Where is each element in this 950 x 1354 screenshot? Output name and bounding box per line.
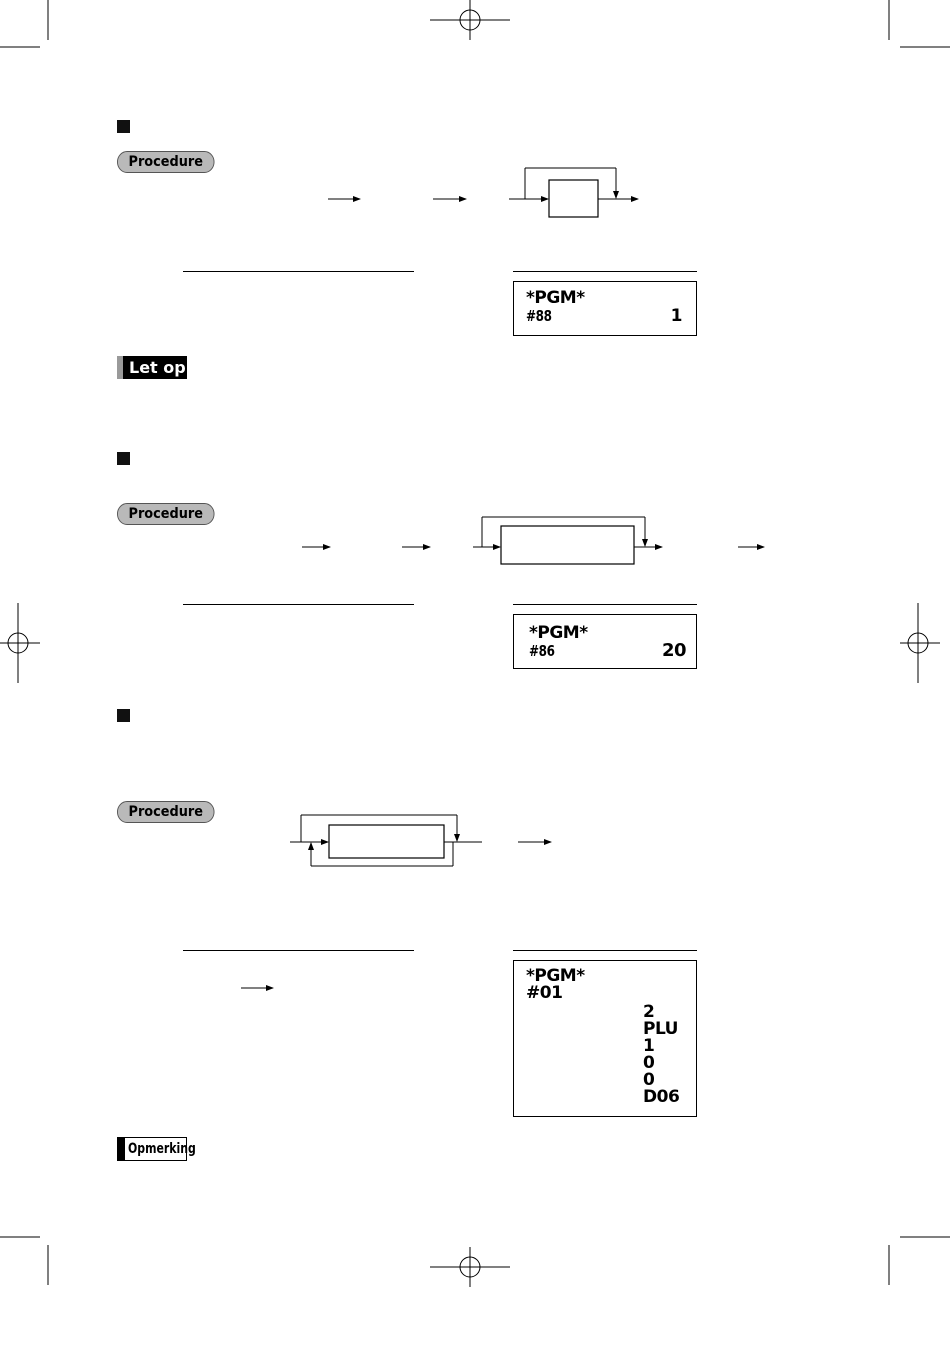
procedure-label-1: Procedure <box>117 151 215 173</box>
receipt-value: PLU <box>643 1019 678 1039</box>
receipt-job-code: #01 <box>526 983 563 1003</box>
section-3-bullet <box>117 709 130 722</box>
receipt-job-code: #86 <box>529 642 555 660</box>
let-op-label <box>117 356 187 379</box>
registration-mark-bottom <box>430 1247 510 1287</box>
receipt-value: D06 <box>643 1087 680 1107</box>
procedure-flow-1 <box>328 168 638 217</box>
receipt-value: 1 <box>643 1036 655 1056</box>
opmerking-label <box>117 1137 196 1161</box>
key-operation-rule-3 <box>183 950 414 951</box>
registration-mark-top <box>430 0 510 40</box>
section-2-bullet <box>117 452 130 465</box>
print-rule-2 <box>513 604 697 605</box>
receipt-job-code: #88 <box>526 307 552 325</box>
procedure-label-2: Procedure <box>117 503 215 525</box>
receipt-header: *PGM* <box>529 623 588 643</box>
receipt-value: 20 <box>661 640 686 661</box>
registration-mark-right <box>900 603 940 683</box>
procedure-flow-2 <box>302 517 764 564</box>
procedure-label-3: Procedure <box>117 801 215 823</box>
receipt-value: 2 <box>643 1002 655 1022</box>
let-op-text: Let op <box>129 358 186 377</box>
receipt-header: *PGM* <box>526 288 585 308</box>
print-sample-3 <box>513 960 697 1117</box>
receipt-value: 0 <box>643 1053 655 1073</box>
registration-mark-left <box>0 603 40 683</box>
receipt-header: *PGM* <box>526 966 585 986</box>
print-rule-1 <box>513 271 697 272</box>
print-sample-1 <box>513 281 697 336</box>
opmerking-text: Opmerking <box>128 1141 196 1157</box>
key-operation-rule-2 <box>183 604 414 605</box>
receipt-value: 0 <box>643 1070 655 1090</box>
receipt-value: 1 <box>670 306 682 326</box>
key-operation-rule-1 <box>183 271 414 272</box>
print-rule-3 <box>513 950 697 951</box>
print-sample-2 <box>513 614 697 669</box>
procedure-flow-3 <box>241 815 551 988</box>
section-1-bullet <box>117 120 130 133</box>
